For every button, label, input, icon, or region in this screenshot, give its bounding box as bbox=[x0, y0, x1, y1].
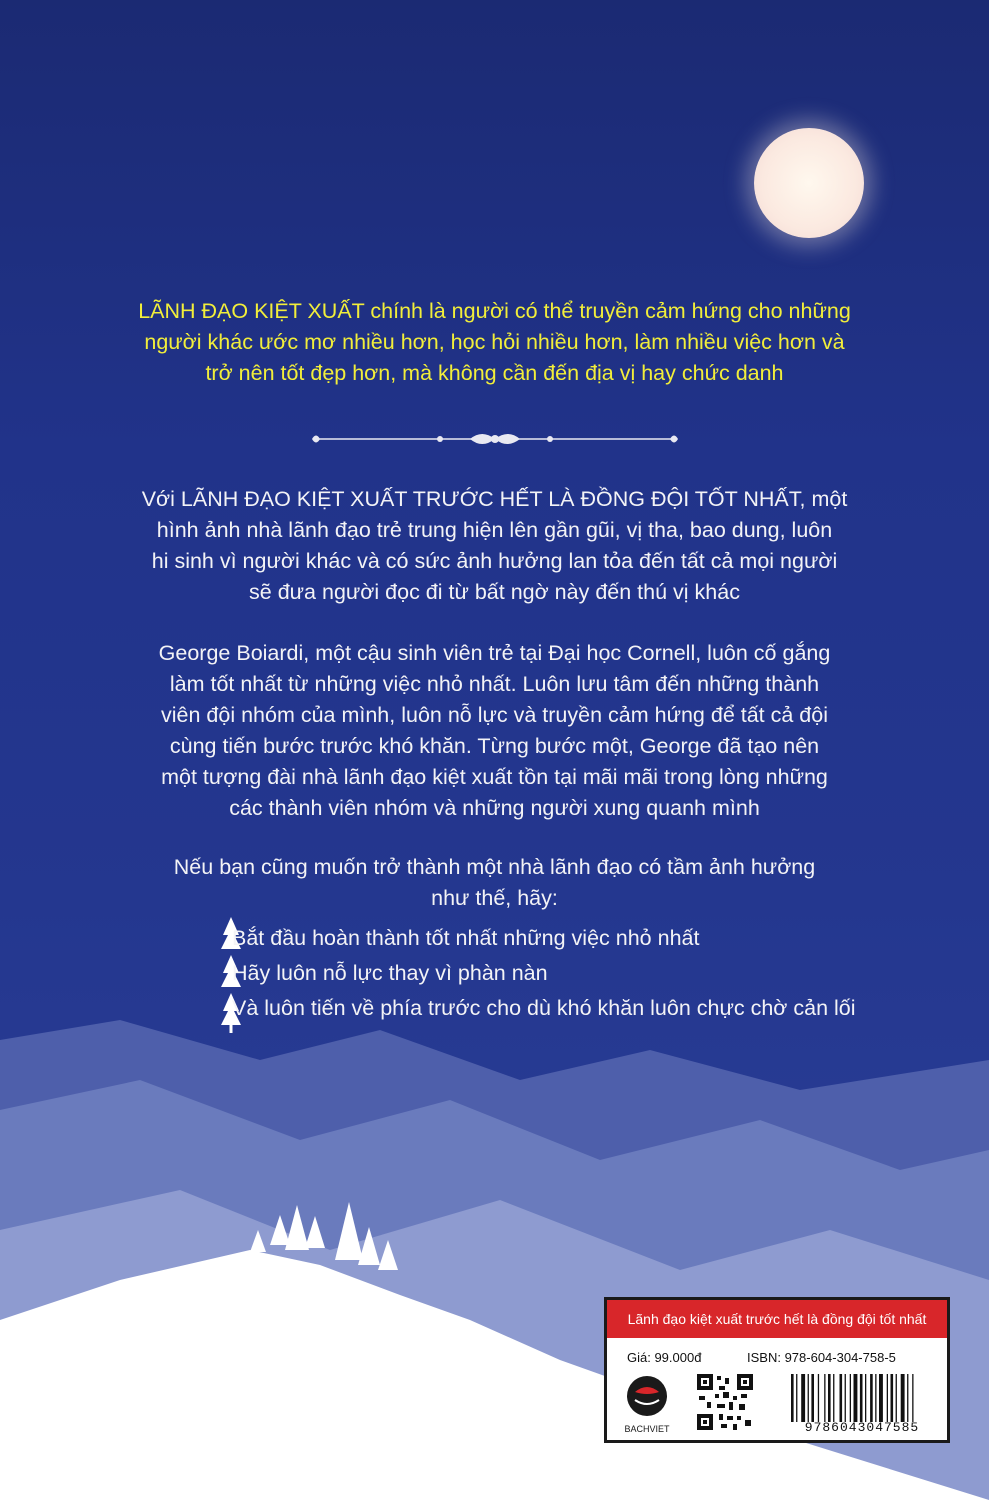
barcode-bar bbox=[870, 1374, 873, 1422]
barcode-bar bbox=[875, 1374, 876, 1422]
barcode-bar bbox=[824, 1374, 825, 1422]
intro-line: sẽ đưa người đọc đi từ bất ngờ này đến thú vị khác bbox=[249, 580, 740, 604]
quote-line: người khác ước mơ nhiều hơn, học hỏi nhiều hơn, làm nhiều việc hơn và bbox=[144, 330, 845, 354]
story-line: viên đội nhóm của mình, luôn nỗ lực và truyền cảm hứng để tất cả đội bbox=[161, 703, 828, 727]
qr-code-icon bbox=[697, 1374, 753, 1430]
list-item: Bắt đầu hoàn thành tốt nhất những việc nhỏ nhất bbox=[232, 926, 700, 950]
barcode-bar bbox=[828, 1374, 831, 1422]
barcode-bar bbox=[901, 1374, 905, 1422]
story-line: một tượng đài nhà lãnh đạo kiệt xuất tồn tại mãi mãi trong lòng những bbox=[161, 765, 828, 789]
story-line: cùng tiến bước trước khó khăn. Từng bước một, George đã tạo nên bbox=[169, 734, 820, 758]
barcode-bar bbox=[811, 1374, 814, 1422]
intro-paragraph bbox=[0, 484, 989, 608]
book-info-box bbox=[604, 1297, 950, 1443]
barcode-bar bbox=[860, 1374, 863, 1422]
story-line: làm tốt nhất từ những việc nhỏ nhất. Luôn lưu tâm đến những thành bbox=[169, 672, 820, 696]
intro-line: hình ảnh nhà lãnh đạo trẻ trung hiện lên gần gũi, vị tha, bao dung, luôn bbox=[156, 518, 833, 542]
barcode-bar bbox=[912, 1374, 913, 1422]
barcode-bar bbox=[808, 1374, 809, 1422]
barcode-number: 9786043047585 bbox=[804, 1420, 920, 1435]
barcode-bar bbox=[801, 1374, 805, 1422]
story-line: George Boiardi, một cậu sinh viên trẻ tại Đại học Cornell, luôn cố gắng bbox=[158, 641, 831, 665]
barcode-bar bbox=[896, 1374, 897, 1422]
call-line: như thế, hãy: bbox=[431, 886, 558, 910]
barcode-bar bbox=[887, 1374, 888, 1422]
barcode-bar bbox=[879, 1374, 883, 1422]
quote-paragraph bbox=[0, 296, 989, 389]
call-paragraph bbox=[0, 852, 989, 914]
barcode-bar bbox=[833, 1374, 834, 1422]
isbn-label: ISBN: 978-604-304-758-5 bbox=[747, 1350, 896, 1365]
moon bbox=[754, 128, 864, 238]
book-title-label: Lãnh đạo kiệt xuất trước hết là đồng đội tốt nhất bbox=[607, 1300, 947, 1338]
list-item: Và luôn tiến về phía trước cho dù khó khăn luôn chực chờ cản lối bbox=[232, 996, 856, 1020]
price-label: Giá: 99.000đ bbox=[627, 1350, 702, 1365]
intro-line: Với LÃNH ĐẠO KIỆT XUẤT TRƯỚC HẾT LÀ ĐỒNG ĐỘI TỐT NHẤT, một bbox=[141, 487, 848, 511]
barcode-bar bbox=[791, 1374, 794, 1422]
intro-line: hi sinh vì người khác và có sức ảnh hưởng lan tỏa đến tất cả mọi người bbox=[151, 549, 838, 573]
barcode-bar bbox=[891, 1374, 894, 1422]
quote-line: LÃNH ĐẠO KIỆT XUẤT chính là người có thể truyền cảm hứng cho những bbox=[138, 299, 851, 323]
barcode-bar bbox=[854, 1374, 858, 1422]
barcode-bar bbox=[850, 1374, 851, 1422]
barcode-bar bbox=[840, 1374, 843, 1422]
list-item: Hãy luôn nỗ lực thay vì phàn nàn bbox=[232, 961, 548, 985]
barcode-icon bbox=[787, 1374, 937, 1422]
barcode-bar bbox=[796, 1374, 797, 1422]
barcode-bar bbox=[907, 1374, 908, 1422]
bullet-list bbox=[232, 921, 856, 1026]
quote-line: trở nên tốt đẹp hơn, mà không cần đến địa vị hay chức danh bbox=[205, 361, 784, 385]
story-line: các thành viên nhóm và những người xung quanh mình bbox=[229, 796, 760, 820]
barcode-bar bbox=[818, 1374, 819, 1422]
call-line: Nếu bạn cũng muốn trở thành một nhà lãnh đạo có tầm ảnh hưởng bbox=[173, 855, 816, 879]
ornament-divider-icon bbox=[310, 428, 680, 450]
publisher-logo-icon bbox=[617, 1372, 677, 1436]
publisher-name: BACHVIET bbox=[624, 1424, 670, 1434]
barcode-bar bbox=[845, 1374, 846, 1422]
barcode-bar bbox=[865, 1374, 866, 1422]
story-paragraph bbox=[0, 638, 989, 824]
